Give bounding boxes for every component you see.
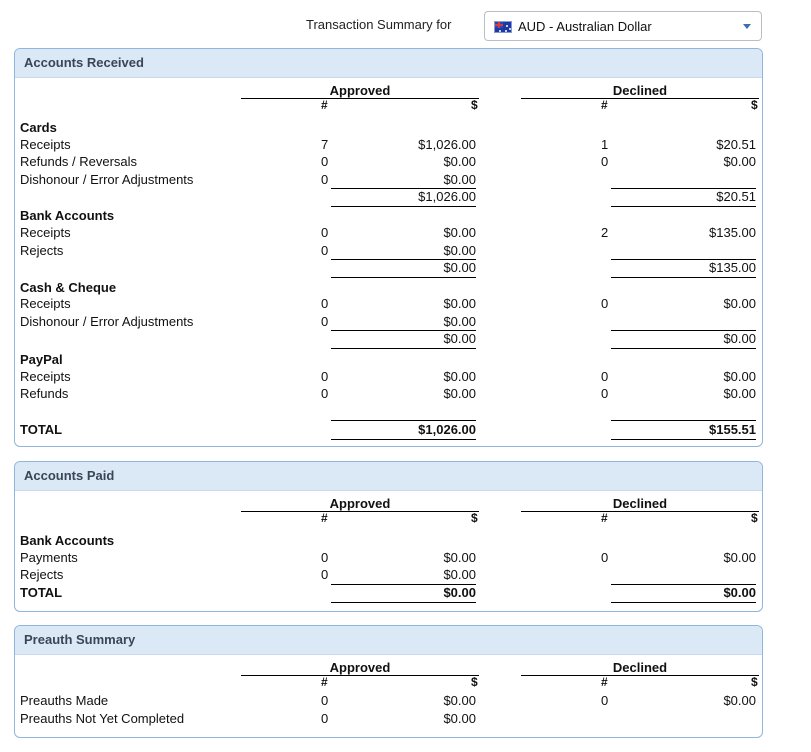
- cash-cheque-heading: Cash & Cheque: [20, 280, 117, 295]
- approved-count: 0: [321, 386, 329, 401]
- declined-header-line: [521, 98, 759, 99]
- bank-accounts-heading: Bank Accounts: [20, 533, 115, 548]
- approved-count: 0: [321, 711, 329, 726]
- approved-amount: $0.00: [443, 314, 476, 329]
- received-approved-total: $1,026.00: [418, 422, 476, 437]
- approved-column-title: Approved: [329, 83, 391, 98]
- declined-amount: $0.00: [723, 369, 756, 384]
- approved-column-title: Approved: [329, 660, 391, 675]
- accounts-paid-panel: [14, 461, 763, 612]
- declined-amount-header: $: [751, 511, 758, 525]
- declined-count: 0: [601, 154, 609, 169]
- declined-header-line: [521, 675, 759, 676]
- approved-count-header: #: [321, 511, 328, 525]
- panel-title: Preauth Summary: [15, 626, 762, 655]
- table-row: [15, 296, 763, 314]
- panel-title: Accounts Paid: [15, 462, 762, 491]
- approved-amount: $0.00: [443, 225, 476, 240]
- approved-count: 0: [321, 243, 329, 258]
- total-label: TOTAL: [20, 585, 63, 600]
- received-declined-total: $155.51: [709, 422, 756, 437]
- approved-amount: $0.00: [443, 711, 476, 726]
- approved-amount: $0.00: [443, 693, 476, 708]
- approved-count: 0: [321, 225, 329, 240]
- section-heading: [15, 533, 763, 551]
- chevron-down-icon[interactable]: [743, 24, 751, 29]
- paypal-heading: PayPal: [20, 352, 63, 367]
- row-label: Refunds / Reversals: [20, 154, 138, 169]
- preauth-summary-panel: [14, 625, 763, 738]
- currency-value: AUD - Australian Dollar: [518, 19, 652, 34]
- accounts-received-panel: [14, 48, 763, 447]
- row-label: Refunds: [20, 386, 69, 401]
- subtotal-underline: [611, 348, 756, 349]
- approved-amount: $0.00: [443, 243, 476, 258]
- subtotal-underline: [611, 277, 756, 278]
- declined-count: 0: [601, 693, 609, 708]
- declined-count: 0: [601, 550, 609, 565]
- approved-count: 0: [321, 314, 329, 329]
- cash-declined-subtotal: $0.00: [723, 331, 756, 346]
- row-label: Rejects: [20, 567, 64, 582]
- row-label: Dishonour / Error Adjustments: [20, 172, 194, 187]
- row-label: Receipts: [20, 225, 71, 240]
- declined-amount: $0.00: [723, 386, 756, 401]
- table-row: [15, 369, 763, 387]
- transaction-summary-label: Transaction Summary for: [306, 17, 452, 32]
- table-row: [15, 154, 763, 172]
- declined-count: 0: [601, 386, 609, 401]
- approved-amount-header: $: [471, 511, 478, 525]
- transaction-summary-bar: [0, 0, 811, 44]
- table-row: [15, 550, 763, 568]
- row-label: Preauths Made: [20, 693, 109, 708]
- approved-count: 0: [321, 154, 329, 169]
- total-row: [15, 585, 763, 603]
- row-label: Receipts: [20, 137, 71, 152]
- declined-count-header: #: [601, 511, 608, 525]
- bank-accounts-heading: Bank Accounts: [20, 208, 115, 223]
- table-row: [15, 386, 763, 404]
- subtotal-underline: [611, 206, 756, 207]
- approved-header-line: [241, 675, 479, 676]
- total-underline: [611, 439, 756, 440]
- declined-amount: $0.00: [723, 693, 756, 708]
- approved-count: 0: [321, 550, 329, 565]
- subtotal-underline: [331, 348, 476, 349]
- approved-count: 0: [321, 172, 329, 187]
- declined-amount: $0.00: [723, 154, 756, 169]
- approved-count: 0: [321, 296, 329, 311]
- declined-count: 0: [601, 296, 609, 311]
- approved-amount: $0.00: [443, 369, 476, 384]
- subtotal-underline: [331, 206, 476, 207]
- declined-amount: $20.51: [716, 137, 756, 152]
- cards-heading: Cards: [20, 120, 57, 135]
- total-label: TOTAL: [20, 422, 63, 437]
- row-label: Receipts: [20, 296, 71, 311]
- cash-approved-subtotal: $0.00: [443, 331, 476, 346]
- subtotal-underline: [331, 277, 476, 278]
- declined-amount: $135.00: [709, 225, 756, 240]
- approved-amount: $0.00: [443, 172, 476, 187]
- approved-header-line: [241, 98, 479, 99]
- row-label: Dishonour / Error Adjustments: [20, 314, 194, 329]
- approved-amount: $0.00: [443, 550, 476, 565]
- row-label: Receipts: [20, 369, 71, 384]
- row-label: Payments: [20, 550, 78, 565]
- declined-count: 0: [601, 369, 609, 384]
- paid-declined-total: $0.00: [723, 585, 756, 600]
- total-line: [331, 420, 476, 421]
- approved-amount: $0.00: [443, 567, 476, 582]
- declined-amount: $0.00: [723, 296, 756, 311]
- approved-amount-header: $: [471, 675, 478, 689]
- declined-column-title: Declined: [612, 496, 668, 511]
- declined-amount-header: $: [751, 675, 758, 689]
- declined-count: 1: [601, 137, 609, 152]
- row-label: Preauths Not Yet Completed: [20, 711, 185, 726]
- declined-amount: $0.00: [723, 550, 756, 565]
- currency-select[interactable]: [484, 11, 762, 41]
- approved-amount: $0.00: [443, 296, 476, 311]
- table-row: [15, 567, 763, 585]
- declined-count-header: #: [601, 98, 608, 112]
- approved-count: 0: [321, 369, 329, 384]
- approved-column-title: Approved: [329, 496, 391, 511]
- table-row: [15, 225, 763, 243]
- approved-header-line: [241, 511, 479, 512]
- approved-amount: $0.00: [443, 154, 476, 169]
- approved-count-header: #: [321, 98, 328, 112]
- cards-approved-subtotal: $1,026.00: [418, 189, 476, 204]
- panel-title: Accounts Received: [15, 49, 762, 78]
- approved-amount: $0.00: [443, 386, 476, 401]
- paid-approved-total: $0.00: [443, 585, 476, 600]
- declined-column-title: Declined: [612, 83, 668, 98]
- row-label: Rejects: [20, 243, 64, 258]
- total-underline: [331, 439, 476, 440]
- cards-declined-subtotal: $20.51: [716, 189, 756, 204]
- total-row: [15, 422, 763, 440]
- australia-flag-icon: [494, 21, 512, 33]
- total-underline: [331, 602, 476, 603]
- approved-count: 0: [321, 693, 329, 708]
- subtotal-row: [15, 260, 763, 278]
- declined-count: 2: [601, 225, 609, 240]
- approved-amount: $1,026.00: [418, 137, 476, 152]
- declined-header-line: [521, 511, 759, 512]
- section-heading: [15, 352, 763, 370]
- approved-amount-header: $: [471, 98, 478, 112]
- total-line: [611, 420, 756, 421]
- approved-count: 0: [321, 567, 329, 582]
- subtotal-row: [15, 331, 763, 349]
- bank-declined-subtotal: $135.00: [709, 260, 756, 275]
- bank-approved-subtotal: $0.00: [443, 260, 476, 275]
- total-underline: [611, 602, 756, 603]
- approved-count: 7: [321, 137, 329, 152]
- table-row: [15, 711, 763, 729]
- section-heading: [15, 120, 763, 138]
- approved-count-header: #: [321, 675, 328, 689]
- declined-count-header: #: [601, 675, 608, 689]
- declined-column-title: Declined: [612, 660, 668, 675]
- section-heading: [15, 208, 763, 226]
- table-row: [15, 137, 763, 155]
- declined-amount-header: $: [751, 98, 758, 112]
- table-row: [15, 693, 763, 711]
- subtotal-row: [15, 189, 763, 207]
